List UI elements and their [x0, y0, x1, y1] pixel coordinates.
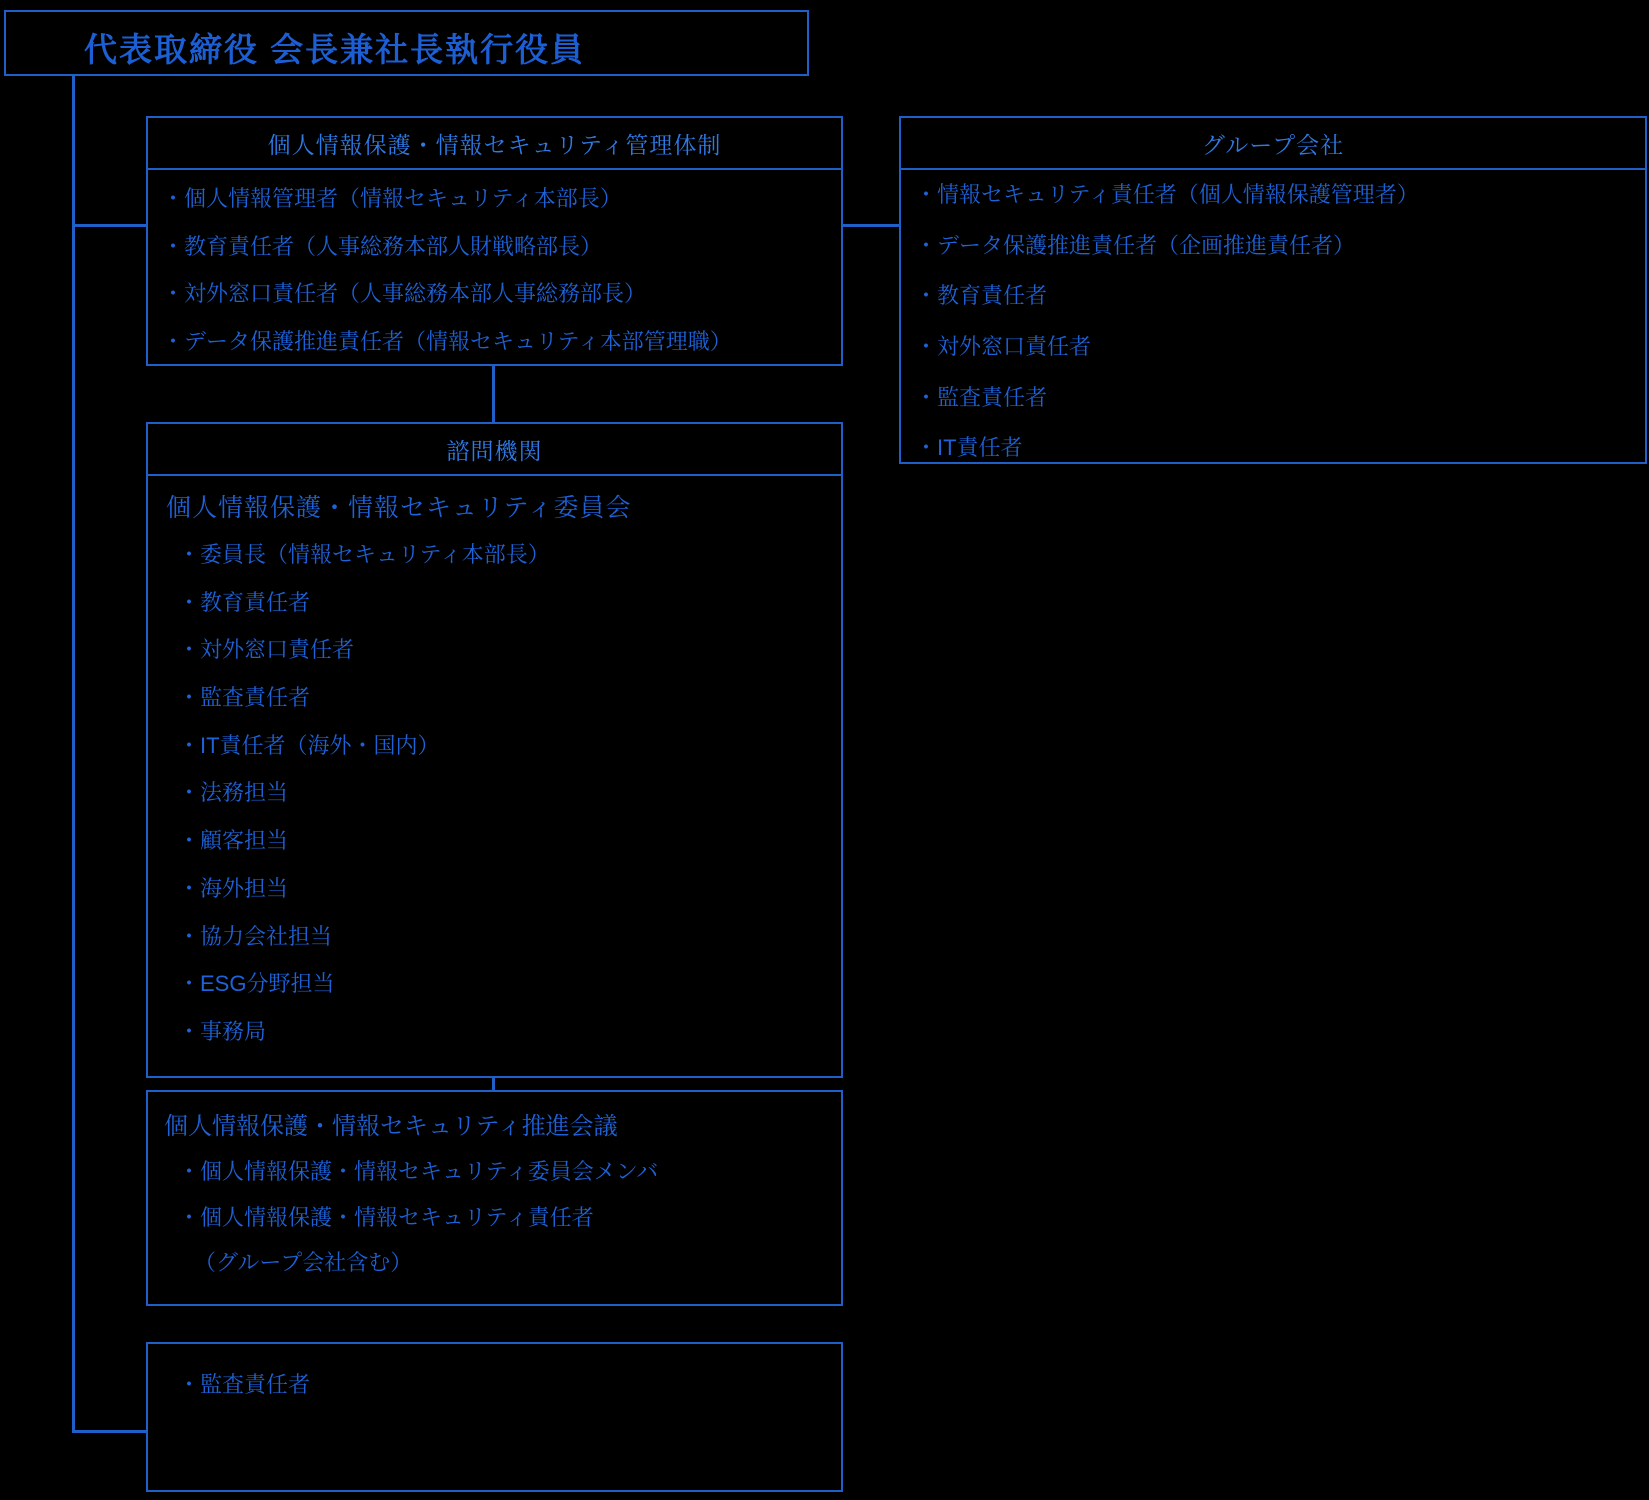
- connector-ceo-vertical: [72, 76, 75, 1432]
- list-item: ・顧客担当: [178, 828, 289, 854]
- management-structure-header: 個人情報保護・情報セキュリティ管理体制: [148, 118, 841, 170]
- advisory-body-content: [148, 476, 841, 1073]
- list-item: ・事務局: [178, 1018, 267, 1044]
- list-item: ・監査責任者: [915, 384, 1048, 410]
- list-item: ・法務担当: [178, 780, 289, 806]
- list-item: ・個人情報保護・情報セキュリティ委員会メンバ: [178, 1159, 659, 1184]
- connector-ceo-to-mgmt: [72, 224, 148, 227]
- group-company-box: [899, 116, 1647, 464]
- promotion-meeting-title: 個人情報保護・情報セキュリティ推進会議: [164, 1113, 618, 1140]
- list-item: ・教育責任者: [178, 589, 311, 615]
- group-company-body: [901, 170, 1645, 494]
- list-item: ・IT責任者: [915, 435, 1023, 461]
- ceo-title: 代表取締役 会長兼社長執行役員: [84, 31, 586, 68]
- list-item: ・監査責任者: [178, 685, 311, 711]
- connector-advisory-to-promo: [492, 1077, 495, 1091]
- advisory-body-header: 諮問機関: [148, 424, 841, 476]
- committee-title: 個人情報保護・情報セキュリティ委員会: [166, 494, 632, 522]
- connector-ceo-to-audit: [72, 1430, 148, 1433]
- list-item: ・データ保護推進責任者（企画推進責任者）: [915, 232, 1356, 258]
- list-item: （グループ会社含む）: [194, 1250, 413, 1276]
- list-item: ・協力会社担当: [178, 923, 333, 949]
- audit-box: [146, 1342, 843, 1492]
- list-item: ・対外窓口責任者（人事総務本部人事総務部長）: [162, 281, 647, 307]
- audit-body: [148, 1344, 841, 1408]
- promotion-meeting-body: [148, 1092, 841, 1302]
- management-structure-box: [146, 116, 843, 366]
- list-item: ・監査責任者: [178, 1372, 311, 1397]
- list-item: ・データ保護推進責任者（情報セキュリティ本部管理職）: [162, 329, 732, 355]
- ceo-box: [4, 10, 809, 76]
- promotion-meeting-box: [146, 1090, 843, 1306]
- list-item: ・委員長（情報セキュリティ本部長）: [178, 542, 550, 567]
- list-item: ・IT責任者（海外・国内）: [178, 732, 440, 758]
- management-structure-body: [148, 170, 841, 385]
- group-company-header: グループ会社: [901, 118, 1645, 170]
- list-item: ・情報セキュリティ責任者（個人情報保護管理者）: [915, 182, 1419, 207]
- list-item: ・教育責任者（人事総務本部人財戦略部長）: [162, 233, 603, 259]
- advisory-body-box: [146, 422, 843, 1078]
- list-item: ・個人情報保護・情報セキュリティ責任者: [178, 1204, 594, 1230]
- list-item: ・個人情報管理者（情報セキュリティ本部長）: [162, 186, 622, 211]
- list-item: ・教育責任者: [915, 283, 1048, 309]
- list-item: ・対外窓口責任者: [178, 637, 355, 663]
- list-item: ・対外窓口責任者: [915, 334, 1092, 360]
- connector-mgmt-to-group: [843, 224, 901, 227]
- list-item: ・ESG分野担当: [178, 971, 335, 997]
- list-item: ・海外担当: [178, 875, 289, 901]
